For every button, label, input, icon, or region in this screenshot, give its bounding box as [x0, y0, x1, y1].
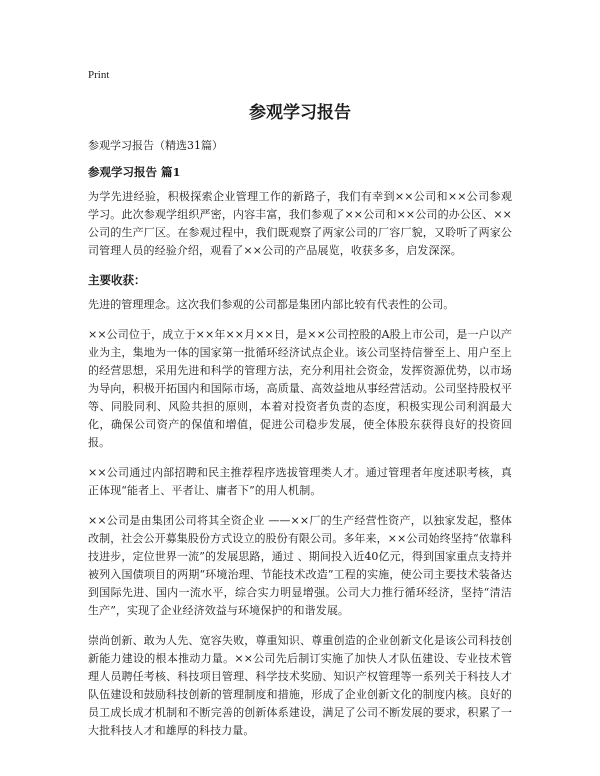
paragraph-1: 先进的管理理念。这次我们参观的公司都是集团内部比较有代表性的公司。: [88, 298, 455, 311]
print-link[interactable]: Print: [88, 69, 110, 81]
document-title: 参观学习报告: [249, 103, 351, 123]
paragraph-3: ××公司通过内部招聘和民主推荐程序选拔管理类人才。通过管理者年度述职考核，真正体现“能者上、平者让、庸者下”的用人机制。: [88, 466, 512, 497]
paragraph-5: 崇尚创新、敢为人先、宽容失败，尊重知识、尊重创造的企业创新文化是该公司科技创新能力建设的根本推动力量。××公司先后制订实施了加快人才队伍建设、专业技术管理人员聘任考核、科技项目管理、科学技术奖励、知识产权管理等一系列关于科技人才队伍建设和鼓励科技创新的管理制度和措施，形成了企业创新文化的制度内核。良好的员工成长成才机制和不断完善的创新体系建设，满足了公司不断发展的要求，积累了一大批科技人才和雄厚的科技力量。: [88, 634, 512, 737]
gains-heading: 主要收获：: [88, 273, 146, 287]
intro-paragraph: 为学先进经验，积极探索企业管理工作的新路子，我们有幸到××公司和××公司参观学习。此次参观学组织严密，内容丰富，我们参观了××公司和××公司的办公区、××公司的生产厂区。在参观过程中，我们既观察了两家公司的厂容厂貌，又聆听了两家公司管理人员的经验介绍，观看了××公司的产品展览，收获多多，启发深深。: [88, 190, 512, 257]
paragraph-2: ××公司位于，成立于××年××月××日，是××公司控股的A股上市公司，是一户以产业为主，集地为一体的国家第一批循环经济试点企业。该公司坚持信誉至上、用户至上的经营思想，采用先进和科学的管理方法，充分利用社会资金，发挥资源优势，以市场为导向，积极开拓国内和国际市场，高质量、高效益地从事经营活动。公司坚持股权平等、同股同利、风险共担的原则，本着对投资者负责的态度，积极实现公司利润最大化，确保公司资产的保值和增值，促进公司稳步发展，使全体股东获得良好的投资回报。: [88, 328, 512, 449]
document-subtitle: 参观学习报告（精选31篇）: [88, 139, 223, 152]
paragraph-4: ××公司是由集团公司将其全资企业 ——××厂的生产经营性资产，以独家发起，整体改制，社会公开募集股份方式设立的股份有限公司。多年来，××公司始终坚持“依靠科技进步，定位世界一流”的发展思路，通过 、期间投入近40亿元，得到国家重点支持并被列入国债项目的两期“环境治理、节能技术改造”工程的实施，使公司主要技术装备达到国际先进、国内一流水平，综合实力明显增强。公司大力推行循环经济，坚持“清洁生产”，实现了企业经济效益与环境保护的和谐发展。: [88, 514, 512, 617]
section-heading-1: 参观学习报告 篇1: [88, 165, 181, 179]
